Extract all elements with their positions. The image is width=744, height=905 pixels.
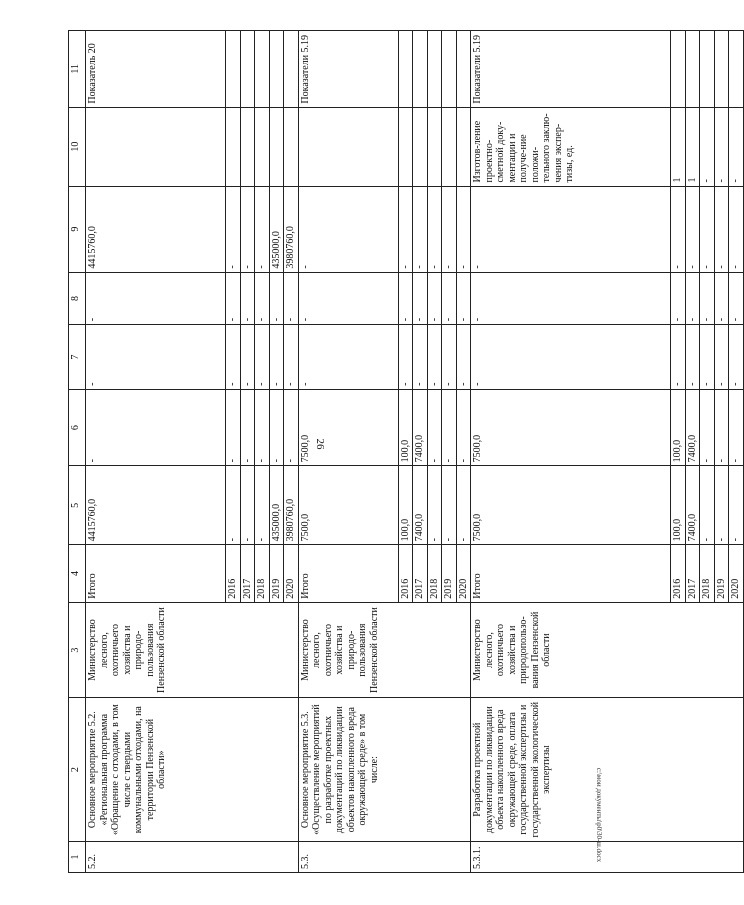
target-indicator-cell (671, 31, 686, 108)
extrabudgetary-cell: - (298, 186, 398, 272)
total-funding-cell: 7400,0 (413, 466, 428, 545)
extrabudgetary-cell: - (240, 186, 255, 272)
target-indicator-cell (413, 31, 428, 108)
indicator-value-cell (86, 107, 226, 186)
indicator-description-cell: Изготов-ление проектно-сметной доку-ментации и получе-ние положи-тельного заклю-чения экспер-тизы, ед. (471, 107, 671, 186)
extrabudgetary-cell: 4415760,0 (86, 186, 226, 272)
extrabudgetary-cell: - (255, 186, 270, 272)
total-funding-cell: 3980760,0 (284, 466, 299, 545)
regional-budget-cell: 100,0 (398, 389, 413, 466)
executor-cell: Министерство лесного, охотничьего хозяйства и природо-пользования Пензенской области (86, 602, 299, 698)
regional-budget-cell: - (284, 389, 299, 466)
file-path-footer: c:\мои документы\р0\30-ш.docx (595, 767, 603, 863)
extrabudgetary-cell: - (685, 186, 700, 272)
regional-budget-cell: - (456, 389, 471, 466)
activity-name-cell: Разработка проектной документации по ликвидации объекта накопленного вреда окружающей среде, оплата государственной экспертизы и государственной экологической экспертизы (471, 698, 744, 842)
federal-budget-cell: - (413, 325, 428, 390)
total-funding-cell: - (456, 466, 471, 545)
year-cell: Итого (298, 545, 398, 602)
column-number: 5 (69, 466, 86, 545)
year-cell: 2017 (685, 545, 700, 602)
indicator-value-cell (226, 107, 241, 186)
year-cell: 2016 (671, 545, 686, 602)
total-funding-cell: - (442, 466, 457, 545)
target-indicator-cell (442, 31, 457, 108)
indicator-value-cell (255, 107, 270, 186)
federal-budget-cell: - (729, 325, 744, 390)
local-budget-cell: - (442, 272, 457, 325)
total-funding-cell: 100,0 (671, 466, 686, 545)
year-cell: 2016 (226, 545, 241, 602)
local-budget-cell: - (671, 272, 686, 325)
year-cell: 2018 (427, 545, 442, 602)
executor-cell: Министерство лесного, охотничьего хозяйства и природо-пользования Пензенской области (298, 602, 471, 698)
federal-budget-cell: - (298, 325, 398, 390)
local-budget-cell: - (86, 272, 226, 325)
total-funding-cell: - (700, 466, 715, 545)
indicator-value-cell (456, 107, 471, 186)
indicator-value-cell: - (700, 107, 715, 186)
federal-budget-cell: - (442, 325, 457, 390)
target-indicator-cell (729, 31, 744, 108)
total-funding-cell: 100,0 (398, 466, 413, 545)
total-funding-cell: - (240, 466, 255, 545)
federal-budget-cell: - (284, 325, 299, 390)
local-budget-cell: - (714, 272, 729, 325)
item-number-cell: 5.3. (298, 841, 471, 872)
local-budget-cell: - (398, 272, 413, 325)
extrabudgetary-cell: - (456, 186, 471, 272)
regional-budget-cell: - (700, 389, 715, 466)
federal-budget-cell: - (269, 325, 284, 390)
column-number-row (69, 31, 86, 873)
regional-budget-cell: - (255, 389, 270, 466)
item-number-cell: 5.2. (86, 841, 299, 872)
extrabudgetary-cell: - (729, 186, 744, 272)
extrabudgetary-cell: - (442, 186, 457, 272)
year-cell: 2020 (284, 545, 299, 602)
federal-budget-cell: - (471, 325, 671, 390)
year-cell: 2019 (269, 545, 284, 602)
extrabudgetary-cell: - (226, 186, 241, 272)
federal-budget-cell: - (427, 325, 442, 390)
extrabudgetary-cell: - (714, 186, 729, 272)
federal-budget-cell: - (398, 325, 413, 390)
target-indicator-cell (226, 31, 241, 108)
year-cell: 2017 (413, 545, 428, 602)
target-indicator-cell (685, 31, 700, 108)
indicator-value-cell: - (714, 107, 729, 186)
table-row (86, 31, 226, 873)
extrabudgetary-cell: - (427, 186, 442, 272)
target-indicator-cell: Показатели 5.19 (471, 31, 671, 108)
federal-budget-cell: - (86, 325, 226, 390)
indicator-value-cell: - (729, 107, 744, 186)
activity-name-cell: Основное мероприятие 5.3. «Осуществление мероприятий по разработке проектных документаций по ликвидации объектов накопленного вреда окружающей среде» в том числе: (298, 698, 471, 842)
indicator-value-cell (413, 107, 428, 186)
column-number: 1 (69, 841, 86, 872)
column-number: 2 (69, 698, 86, 842)
regional-budget-cell: - (442, 389, 457, 466)
total-funding-cell: 435000,0 (269, 466, 284, 545)
local-budget-cell: - (269, 272, 284, 325)
year-cell: 2020 (729, 545, 744, 602)
total-funding-cell: - (729, 466, 744, 545)
target-indicator-cell (284, 31, 299, 108)
extrabudgetary-cell: - (471, 186, 671, 272)
regional-budget-cell: - (714, 389, 729, 466)
local-budget-cell: - (700, 272, 715, 325)
year-cell: 2018 (255, 545, 270, 602)
total-funding-cell: - (427, 466, 442, 545)
table-body (69, 31, 744, 873)
regional-budget-cell: - (427, 389, 442, 466)
regional-budget-cell: 7400,0 (413, 389, 428, 466)
target-indicator-cell (269, 31, 284, 108)
column-number: 10 (69, 107, 86, 186)
indicator-value-cell: 1 (685, 107, 700, 186)
total-funding-cell: - (226, 466, 241, 545)
target-indicator-cell: Показатели 5.19 (298, 31, 398, 108)
total-funding-cell: 7400,0 (685, 466, 700, 545)
table-row (471, 31, 671, 873)
program-activities-table (68, 30, 744, 873)
extrabudgetary-cell: - (671, 186, 686, 272)
federal-budget-cell: - (714, 325, 729, 390)
local-budget-cell: - (427, 272, 442, 325)
target-indicator-cell (456, 31, 471, 108)
regional-budget-cell: - (86, 389, 226, 466)
target-indicator-cell: Показатель 20 (86, 31, 226, 108)
year-cell: 2020 (456, 545, 471, 602)
indicator-value-cell (240, 107, 255, 186)
target-indicator-cell (714, 31, 729, 108)
total-funding-cell: - (714, 466, 729, 545)
column-number: 3 (69, 602, 86, 698)
column-number: 4 (69, 545, 86, 602)
indicator-value-cell (269, 107, 284, 186)
local-budget-cell: - (240, 272, 255, 325)
federal-budget-cell: - (226, 325, 241, 390)
year-cell: Итого (471, 545, 671, 602)
extrabudgetary-cell: - (700, 186, 715, 272)
column-number: 6 (69, 389, 86, 466)
total-funding-cell: - (255, 466, 270, 545)
item-number-cell: 5.3.1. (471, 841, 744, 872)
extrabudgetary-cell: 435000,0 (269, 186, 284, 272)
column-number: 9 (69, 186, 86, 272)
local-budget-cell: - (226, 272, 241, 325)
local-budget-cell: - (298, 272, 398, 325)
federal-budget-cell: - (255, 325, 270, 390)
year-cell: 2019 (714, 545, 729, 602)
federal-budget-cell: - (671, 325, 686, 390)
local-budget-cell: - (456, 272, 471, 325)
extrabudgetary-cell: - (413, 186, 428, 272)
target-indicator-cell (240, 31, 255, 108)
indicator-value-cell (284, 107, 299, 186)
executor-cell: Министерство лесного, охотничьего хозяйства и природопользо-вания Пензенской области (471, 602, 744, 698)
federal-budget-cell: - (685, 325, 700, 390)
local-budget-cell: - (284, 272, 299, 325)
federal-budget-cell: - (456, 325, 471, 390)
column-number: 7 (69, 325, 86, 390)
indicator-value-cell (427, 107, 442, 186)
table-row (298, 31, 398, 873)
federal-budget-cell: - (240, 325, 255, 390)
regional-budget-cell: 7400,0 (685, 389, 700, 466)
activity-name-cell: Основное мероприятие 5.2. «Региональная программа «Обращение с отходами, в том числе с твердыми коммунальными отходами, на территории Пензенской области» (86, 698, 299, 842)
regional-budget-cell: - (269, 389, 284, 466)
indicator-value-cell (298, 107, 398, 186)
local-budget-cell: - (729, 272, 744, 325)
column-number: 8 (69, 272, 86, 325)
regional-budget-cell: 7500,0 (471, 389, 671, 466)
regional-budget-cell: - (240, 389, 255, 466)
local-budget-cell: - (255, 272, 270, 325)
total-funding-cell: 7500,0 (298, 466, 398, 545)
regional-budget-cell: 100,0 (671, 389, 686, 466)
total-funding-cell: 7500,0 (471, 466, 671, 545)
target-indicator-cell (700, 31, 715, 108)
indicator-value-cell (442, 107, 457, 186)
indicator-value-cell: 1 (671, 107, 686, 186)
year-cell: 2017 (240, 545, 255, 602)
extrabudgetary-cell: 3980760,0 (284, 186, 299, 272)
year-cell: 2018 (700, 545, 715, 602)
regional-budget-cell: 7500,0 (298, 389, 398, 466)
year-cell: Итого (86, 545, 226, 602)
target-indicator-cell (398, 31, 413, 108)
local-budget-cell: - (413, 272, 428, 325)
column-number: 11 (69, 31, 86, 108)
target-indicator-cell (255, 31, 270, 108)
year-cell: 2016 (398, 545, 413, 602)
target-indicator-cell (427, 31, 442, 108)
page-number: 26 (314, 438, 326, 450)
local-budget-cell: - (685, 272, 700, 325)
local-budget-cell: - (471, 272, 671, 325)
regional-budget-cell: - (729, 389, 744, 466)
federal-budget-cell: - (700, 325, 715, 390)
total-funding-cell: 4415760,0 (86, 466, 226, 545)
regional-budget-cell: - (226, 389, 241, 466)
indicator-value-cell (398, 107, 413, 186)
year-cell: 2019 (442, 545, 457, 602)
extrabudgetary-cell: - (398, 186, 413, 272)
